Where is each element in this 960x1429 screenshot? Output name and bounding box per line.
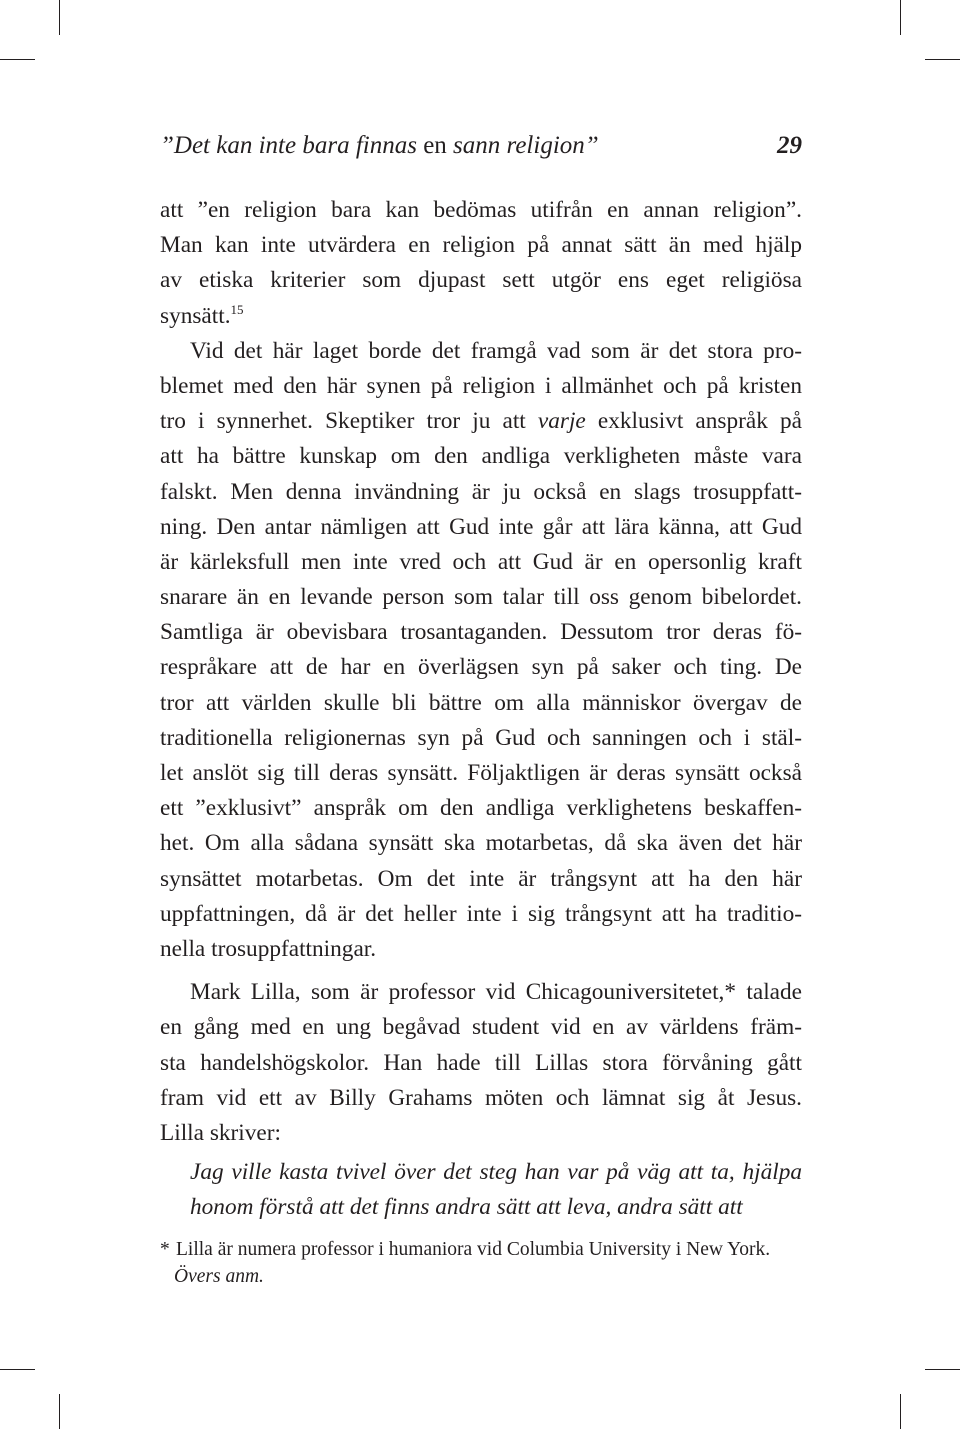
paragraph bbox=[160, 975, 802, 1151]
paragraph bbox=[160, 193, 802, 334]
text-line: av etiska kriterier som djupast sett utgör ens eget religiösa bbox=[160, 267, 802, 294]
paragraph bbox=[160, 334, 802, 967]
crop-mark bbox=[0, 59, 35, 60]
crop-mark bbox=[59, 1394, 60, 1429]
footnote bbox=[160, 1236, 802, 1290]
footnote-line: * Lilla är numera professor i humaniora vid Columbia University i New York. bbox=[160, 1236, 802, 1263]
text-line: är kärleksfull men inte vred och att Gud är en opersonlig kraft bbox=[160, 548, 802, 575]
text-line: uppfattningen, då är det heller inte i sig trångsynt att ha traditio- bbox=[160, 900, 802, 927]
quote-line: honom förstå att det finns andra sätt att leva, andra sätt att bbox=[190, 1194, 743, 1221]
text-line: tror att världen skulle bli bättre om alla människor övergav de bbox=[160, 689, 802, 716]
page-number: 29 bbox=[777, 132, 802, 159]
crop-mark bbox=[0, 1369, 35, 1370]
text-line: ning. Den antar nämligen att Gud inte går att lära känna, att Gud bbox=[160, 513, 802, 540]
text-line: tro i synnerhet. Skeptiker tror ju att varje exklusivt anspråk på bbox=[160, 408, 802, 435]
text-line: fram vid ett av Billy Grahams möten och lämnat sig åt Jesus. bbox=[160, 1084, 802, 1111]
text-line: att ”en religion bara kan bedömas utifrån en annan religion”. bbox=[160, 197, 802, 223]
text-line: snarare än en levande person som talar till oss genom bibelordet. bbox=[160, 584, 802, 611]
text-line: Samtliga är obevisbara trosantaganden. Dessutom tror deras fö- bbox=[160, 619, 802, 646]
text-line: ett ”exklusivt” anspråk om den andliga verklighetens beskaffen- bbox=[160, 795, 802, 822]
chapter-title: ”Det kan inte bara finnas en sann religion” bbox=[160, 132, 599, 159]
crop-mark bbox=[925, 59, 960, 60]
text-line: Lilla skriver: bbox=[160, 1119, 281, 1146]
footnote-line: Övers anm. bbox=[174, 1266, 264, 1287]
text-line: Man kan inte utvärdera en religion på annat sätt än med hjälp bbox=[160, 232, 802, 259]
quote-line: Jag ville kasta tvivel över det steg han var på väg att ta, hjälpa bbox=[190, 1159, 802, 1186]
emphasis: varje bbox=[537, 408, 586, 435]
crop-mark bbox=[900, 1394, 901, 1429]
block-quote bbox=[160, 1155, 802, 1225]
text-line: het. Om alla sådana synsätt ska motarbetas, då ska även det här bbox=[160, 830, 802, 857]
running-header bbox=[160, 128, 802, 164]
text-line: synsätt.$^{15}$ bbox=[160, 301, 244, 329]
text-line: att ha bättre kunskap om den andliga verkligheten måste vara bbox=[160, 443, 802, 470]
text-line: sta handelshögskolor. Han hade till Lillas stora förvåning gått bbox=[160, 1049, 802, 1076]
crop-mark bbox=[925, 1369, 960, 1370]
text-line: let anslöt sig till deras synsätt. Följaktligen är deras synsätt också bbox=[160, 760, 802, 786]
text-line: traditionella religionernas syn på Gud och sanningen och i stäl- bbox=[160, 724, 802, 751]
footnote-reference: 15 bbox=[230, 301, 244, 317]
spacer bbox=[160, 967, 802, 975]
text-line: synsättet motarbetas. Om det inte är trångsynt att ha den här bbox=[160, 865, 802, 892]
text-line: en gång med en ung begåvad student vid en av världens främ- bbox=[160, 1014, 802, 1041]
footnote-marker: * bbox=[160, 1239, 170, 1260]
text-line: nella trosuppfattningar. bbox=[160, 935, 377, 962]
crop-mark bbox=[59, 0, 60, 35]
crop-mark bbox=[900, 0, 901, 35]
text-line: respråkare att de har en överlägsen syn på saker och ting. De bbox=[160, 654, 802, 681]
body-text bbox=[160, 193, 802, 1225]
text-line: Vid det här laget borde det framgå vad som är det stora pro- bbox=[190, 337, 802, 364]
text-line: Mark Lilla, som är professor vid Chicagouniversitetet,* talade bbox=[190, 979, 802, 1006]
text-line: falskt. Men denna invändning är ju också en slags trosuppfatt- bbox=[160, 478, 802, 505]
text-line: blemet med den här synen på religion i allmänhet och på kristen bbox=[160, 372, 802, 399]
